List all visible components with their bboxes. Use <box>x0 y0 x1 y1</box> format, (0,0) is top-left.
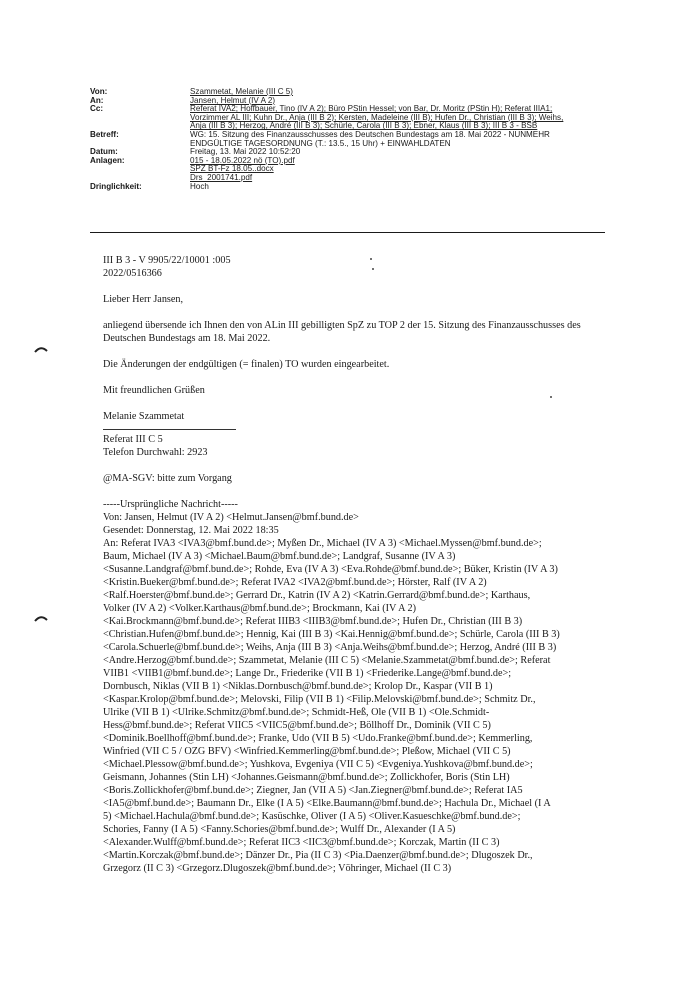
scan-speck <box>550 396 552 398</box>
cc-line[interactable]: Anja (III B 3); Herzog, André (III B 3); Schürle, Carola (III B 3); Ebner, Klaus (III B 3); III B 3 - BSB <box>190 122 538 131</box>
subject-line: WG: 15. Sitzung des Finanzausschusses des Deutschen Bundestags am 18. Mai 2022 - NUNMEHR <box>190 129 550 139</box>
recipient-line: Hess@bmf.bund.de>; Referat VIIC5 <VIIC5@bmf.bund.de>; Böllhoff Dr., Dominik (VII C 5) <box>103 720 491 731</box>
cc-value <box>190 105 605 131</box>
scan-speck <box>372 268 374 270</box>
subject-value <box>190 131 605 148</box>
attachment-link[interactable]: Drs_2001741.pdf <box>190 172 253 182</box>
signature-divider <box>103 429 236 430</box>
recipient-line: <Andre.Herzog@bmf.bund.de>; Szammetat, Melanie (III C 5) <Melanie.Szammetat@bmf.bund.de>; Referat <box>103 655 551 666</box>
attachment-link[interactable]: SPZ BT-Fz 18.05..docx <box>190 164 274 174</box>
original-from: Von: Jansen, Helmut (IV A 2) <Helmut.Jansen@bmf.bund.de> <box>103 512 359 523</box>
from-label: Von: <box>90 87 108 96</box>
priority-value: Hoch <box>190 181 209 191</box>
attachments-label: Anlagen: <box>90 155 125 165</box>
cc-line[interactable]: Vorzimmer AL III; Kuhn Dr., Anja (III B 2); Kersten, Madeleine (III B); Hufen Dr., Christian (III B 3); Weihs, <box>190 113 564 122</box>
cc-label: Cc: <box>90 104 104 114</box>
recipient-line: <Ralf.Hoerster@bmf.bund.de>; Gerrard Dr., Katrin (IV A 2) <Katrin.Gerrard@bmf.bund.de>; Karthaus, <box>103 590 531 601</box>
recipient-line: <Kai.Brockmann@bmf.bund.de>; Referat IIIB3 <IIIB3@bmf.bund.de>; Hufen Dr., Christian (III B 3) <box>103 616 523 627</box>
priority-label: Dringlichkeit: <box>90 181 142 191</box>
recipient-line: Schories, Fanny (I A 5) <Fanny.Schories@bmf.bund.de>; Wulff Dr., Alexander (I A 5) <box>103 824 456 835</box>
scan-speck <box>370 258 372 260</box>
original-heading: -----Ursprüngliche Nachricht----- <box>103 499 238 510</box>
to-row <box>90 97 605 106</box>
recipient-line: <Michael.Plessow@bmf.bund.de>; Yushkova, Evgeniya (VII C 5) <Evgeniya.Yushkova@bmf.bund.de>; <box>103 759 533 770</box>
date-value: Freitag, 13. Mai 2022 10:52:20 <box>190 147 301 157</box>
original-recipients <box>103 537 603 875</box>
date-row <box>90 148 605 157</box>
punch-hole-mark <box>34 614 48 622</box>
subject-line: ENDGÜLTIGE TAGESORDNUNG (T.: 13.5., 15 Uhr) + EINWAHLDATEN <box>190 138 451 148</box>
signature-name: Melanie Szammetat <box>103 411 185 422</box>
department: Referat III C 5 <box>103 434 163 445</box>
subject-row <box>90 131 605 148</box>
from-row <box>90 88 605 97</box>
date-label: Datum: <box>90 147 118 157</box>
to-label: An: <box>90 95 104 105</box>
recipient-line: <Alexander.Wulff@bmf.bund.de>; Referat IIC3 <IIC3@bmf.bund.de>; Korczak, Martin (II C 3) <box>103 837 500 848</box>
attachments-list <box>190 157 605 183</box>
reference-number: III B 3 - V 9905/22/10001 :005 <box>103 255 231 266</box>
recipient-line: <Dominik.Boellhoff@bmf.bund.de>; Franke, Udo (VII B 5) <Udo.Franke@bmf.bund.de>; Kemmerling, <box>103 733 533 744</box>
subject-label: Betreff: <box>90 129 119 139</box>
phone: Telefon Durchwahl: 2923 <box>103 447 208 458</box>
email-header <box>90 88 605 191</box>
reference-id: 2022/0516366 <box>103 268 162 279</box>
header-divider <box>90 232 605 233</box>
recipient-line: Volker (IV A 2) <Volker.Karthaus@bmf.bund.de>; Brockmann, Kai (IV A 2) <box>103 603 416 614</box>
recipient-line: <Carola.Schuerle@bmf.bund.de>; Weihs, Anja (III B 3) <Anja.Weihs@bmf.bund.de>; Herzog, André (III B 3) <box>103 642 557 653</box>
recipient-line: An: Referat IVA3 <IVA3@bmf.bund.de>; Myßen Dr., Michael (IV A 3) <Michael.Myssen@bmf.bund.de>; <box>103 538 542 549</box>
recipient-line: <Boris.Zollickhofer@bmf.bund.de>; Ziegner, Jan (VII A 5) <Jan.Ziegner@bmf.bund.de>; Referat IA5 <box>103 785 523 796</box>
email-body <box>103 254 603 875</box>
recipient-line: <Kristin.Bueker@bmf.bund.de>; Referat IVA2 <IVA2@bmf.bund.de>; Hörster, Ralf (IV A 2) <box>103 577 487 588</box>
recipient-line: <Susanne.Landgraf@bmf.bund.de>; Rohde, Eva (IV A 3) <Eva.Rohde@bmf.bund.de>; Büker, Kristin (IV A 3) <box>103 564 558 575</box>
recipient-line: <Martin.Korczak@bmf.bund.de>; Dänzer Dr., Pia (II C 3) <Pia.Daenzer@bmf.bund.de>; Dlugoszek Dr., <box>103 850 533 861</box>
recipient-line: Baum, Michael (IV A 3) <Michael.Baum@bmf.bund.de>; Landgraf, Susanne (IV A 3) <box>103 551 456 562</box>
to-value[interactable]: Jansen, Helmut (IV A 2) <box>190 95 276 105</box>
cc-row <box>90 105 605 131</box>
attachments-row <box>90 157 605 183</box>
recipient-line: Geismann, Johannes (Stin LH) <Johannes.Geismann@bmf.bund.de>; Zollickhofer, Boris (Stin LH) <box>103 772 510 783</box>
priority-row <box>90 183 605 192</box>
recipient-line: <Kaspar.Krolop@bmf.bund.de>; Melovski, Filip (VII B 1) <Filip.Melovski@bmf.bund.de>; Schmitz Dr., <box>103 694 536 705</box>
paragraph-1: anliegend übersende ich Ihnen den von ALin III gebilligten SpZ zu TOP 2 der 15. Sitzung des Finanzausschusses des Deutschen Bundestags am 18. Mai 2022. <box>103 320 581 344</box>
greeting: Lieber Herr Jansen, <box>103 294 184 305</box>
recipient-line: Grzegorz (II C 3) <Grzegorz.Dlugoszek@bmf.bund.de>; Vöhringer, Michael (II C 3) <box>103 863 452 874</box>
original-sent: Gesendet: Donnerstag, 12. Mai 2022 18:35 <box>103 525 279 536</box>
paragraph-2: Die Änderungen der endgültigen (= finalen) TO wurden eingearbeitet. <box>103 359 390 370</box>
recipient-line: <IA5@bmf.bund.de>; Baumann Dr., Elke (I A 5) <Elke.Baumann@bmf.bund.de>; Hachula Dr., Michael (I A <box>103 798 551 809</box>
punch-hole-mark <box>34 345 48 353</box>
recipient-line: VIIB1 <VIIB1@bmf.bund.de>; Lange Dr., Friederike (VII B 1) <Friederike.Lange@bmf.bund.de>; <box>103 668 512 679</box>
recipient-line: <Christian.Hufen@bmf.bund.de>; Hennig, Kai (III B 3) <Kai.Hennig@bmf.bund.de>; Schürle, Carola (III B 3) <box>103 629 560 640</box>
recipient-line: Dornbusch, Niklas (VII B 1) <Niklas.Dornbusch@bmf.bund.de>; Krolop Dr., Kaspar (VII B 1) <box>103 681 493 692</box>
from-value[interactable]: Szammetat, Melanie (III C 5) <box>190 87 294 96</box>
attachment-link[interactable]: 015 - 18.05.2022 nö (TO).pdf <box>190 155 295 165</box>
forward-note: @MA-SGV: bitte zum Vorgang <box>103 473 232 484</box>
recipient-line: 5) <Michael.Hachula@bmf.bund.de>; Kasüschke, Oliver (I A 5) <Oliver.Kasueschke@bmf.bund.de>; <box>103 811 521 822</box>
recipient-line: Winfried (VII C 5 / OZG BFV) <Winfried.Kemmerling@bmf.bund.de>; Pleßow, Michael (VII C 5) <box>103 746 511 757</box>
original-message <box>103 498 603 875</box>
closing: Mit freundlichen Grüßen <box>103 385 205 396</box>
cc-line[interactable]: Referat IVA2; Hoffbauer, Tino (IV A 2); Büro PStin Hessel; von Bar, Dr. Moritz (PStin H); Referat IIIA1; <box>190 105 553 114</box>
recipient-line: Ulrike (VII B 1) <Ulrike.Schmitz@bmf.bund.de>; Schmidt-Heß, Ole (VII B 1) <Ole.Schmidt- <box>103 707 490 718</box>
